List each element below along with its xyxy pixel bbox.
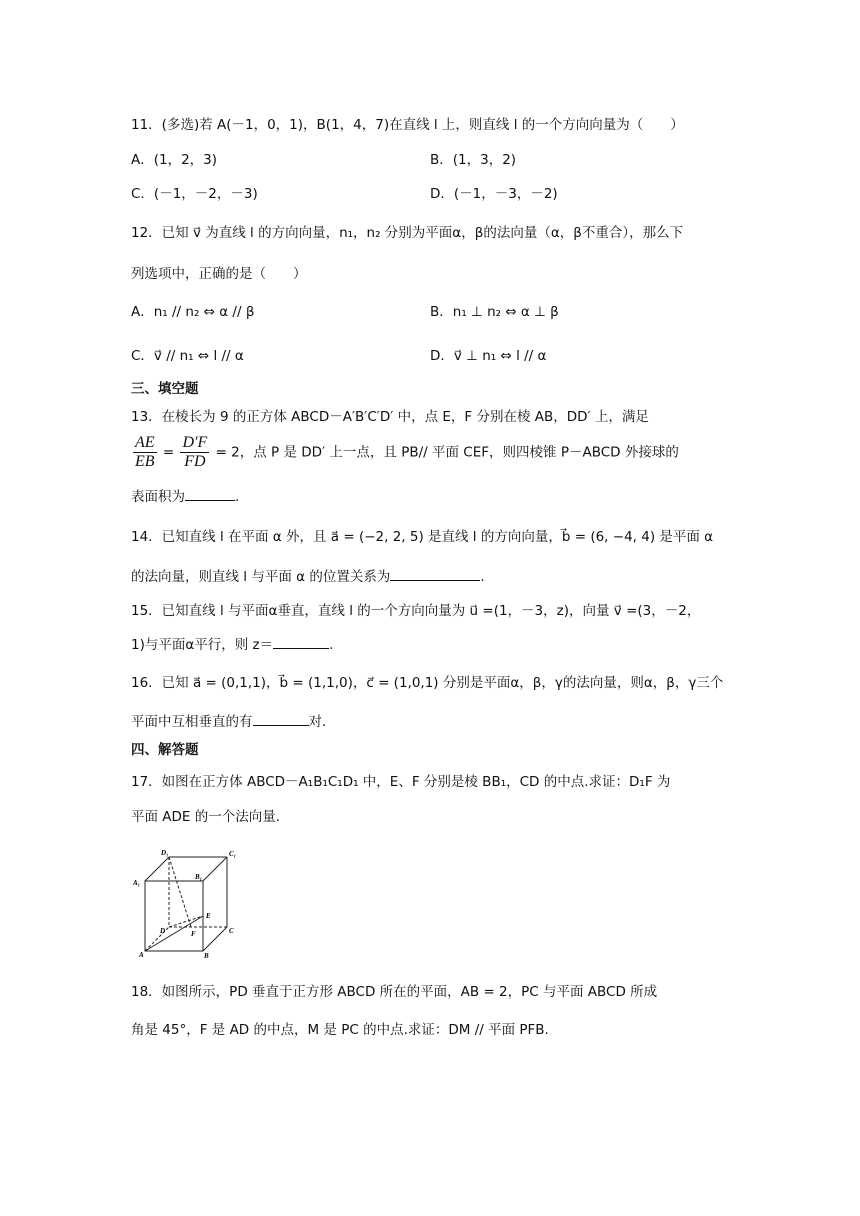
q12-line2: 列选项中，正确的是（ ） (131, 266, 307, 282)
label-b: B (204, 952, 209, 960)
q13-answer-blank[interactable] (185, 488, 235, 501)
q17-line1: 17．如图在正方体 ABCD－A₁B₁C₁D₁ 中，E、F 分别是棱 BB₁，CD 的中点.求证：D₁F 为 (131, 774, 671, 790)
q11-option-a: A．(1，2，3) (131, 152, 218, 168)
q18-line2: 角是 45°，F 是 AD 的中点，M 是 PC 的中点.求证：DM // 平面 PFB. (131, 1022, 549, 1038)
q14-line2-end: . (480, 569, 485, 585)
q13-frac2-numerator: D′F (182, 434, 208, 451)
q13-line2-text: = 2，点 P 是 DD′ 上一点，且 PB// 平面 CEF，则四棱锥 P－ABCD 外接球的 (215, 444, 679, 461)
q16-answer-blank[interactable] (253, 713, 309, 726)
q11-option-c: C．(－1，－2，－3) (131, 186, 258, 202)
q12-option-a: A．n₁ // n₂ ⇔ α // β (131, 304, 255, 320)
q12-option-d: D．v⃗ ⊥ n₁ ⇔ l // α (430, 348, 547, 364)
label-d1: D₁ (161, 849, 169, 857)
q13-fraction-ae-eb (133, 434, 157, 471)
label-d: D (160, 927, 166, 935)
q13-line3 (131, 485, 239, 505)
q13-fraction-df-fd (180, 434, 209, 471)
q16-line1: 16．已知 a⃗ = (0,1,1)，b⃗ = (1,1,0)，c⃗ = (1,0,1) 分别是平面α，β，γ的法向量，则α，β，γ三个 (131, 675, 724, 691)
q13-line1: 13．在棱长为 9 的正方体 ABCD－A′B′C′D′ 中，点 E，F 分别在棱 AB，DD′ 上，满足 (131, 409, 649, 425)
q13-line3-end: . (235, 489, 240, 505)
q13-frac1-numerator: AE (135, 434, 155, 451)
segment-d1-f (169, 857, 191, 927)
label-c1: C₁ (229, 850, 237, 858)
q13-equals: = (162, 444, 175, 461)
label-f: F (191, 930, 196, 938)
front-face (145, 881, 203, 951)
q15-line2-text: 1)与平面α平行，则 z＝ (131, 637, 274, 653)
q12-option-c: C．v⃗ // n₁ ⇔ l // α (131, 348, 244, 364)
label-e: E (206, 912, 211, 920)
edge-b-c (203, 927, 227, 951)
q17-line2: 平面 ADE 的一个法向量. (131, 809, 281, 825)
q18-line1: 18．如图所示，PD 垂直于正方形 ABCD 所在的平面，AB = 2，PC 与平面 ABCD 所成 (131, 984, 658, 1000)
q16-line2 (131, 710, 326, 730)
q11-option-b: B．(1，3，2) (430, 152, 517, 168)
segment-d-e (169, 916, 203, 927)
q15-answer-blank[interactable] (273, 636, 329, 649)
q11-stem: 11．(多选)若 A(－1，0，1)，B(1，4，7)在直线 l 上，则直线 l 的一个方向向量为（ ） (131, 117, 684, 133)
q13-line3-text: 表面积为 (131, 489, 185, 505)
q13-frac1-denominator: EB (135, 453, 155, 470)
section-heading-solutions: 四、解答题 (131, 742, 199, 758)
q14-line2-text: 的法向量，则直线 l 与平面 α 的位置关系为 (131, 569, 391, 585)
edge-b1-c1 (203, 857, 227, 881)
q14-line2 (131, 565, 485, 585)
q16-line2-text: 平面中互相垂直的有 (131, 714, 253, 730)
label-b1: B₁ (195, 873, 203, 881)
q12-option-b: B．n₁ ⊥ n₂ ⇔ α ⊥ β (430, 304, 559, 320)
q15-line1: 15．已知直线 l 与平面α垂直，直线 l 的一个方向向量为 u⃗ =(1，－3，z)，向量 v⃗ =(3，－2， (131, 603, 701, 619)
label-a: A (139, 951, 144, 959)
q13-frac2-denominator: FD (184, 453, 206, 470)
q14-answer-blank[interactable] (390, 568, 480, 581)
cube-figure (131, 845, 241, 960)
q14-line1: 14．已知直线 l 在平面 α 外，且 a⃗ = (−2, 2, 5) 是直线 l 的方向向量，b⃗ = (6, −4, 4) 是平面 α (131, 529, 714, 545)
label-a1: A₁ (133, 879, 141, 887)
label-c: C (229, 927, 234, 935)
q11-option-d: D．(－1，－3，－2) (430, 186, 558, 202)
q16-line2-end: 对. (308, 714, 327, 730)
q13-line2 (131, 434, 679, 471)
q12-line1: 12．已知 v⃗ 为直线 l 的方向向量，n₁，n₂ 分别为平面α，β的法向量（α，β不重合），那么下 (131, 225, 684, 241)
edge-a1-d1 (145, 857, 169, 881)
q15-line2-end: . (329, 637, 334, 653)
q15-line2 (131, 633, 333, 653)
section-heading-fill-in: 三、填空题 (131, 381, 199, 397)
